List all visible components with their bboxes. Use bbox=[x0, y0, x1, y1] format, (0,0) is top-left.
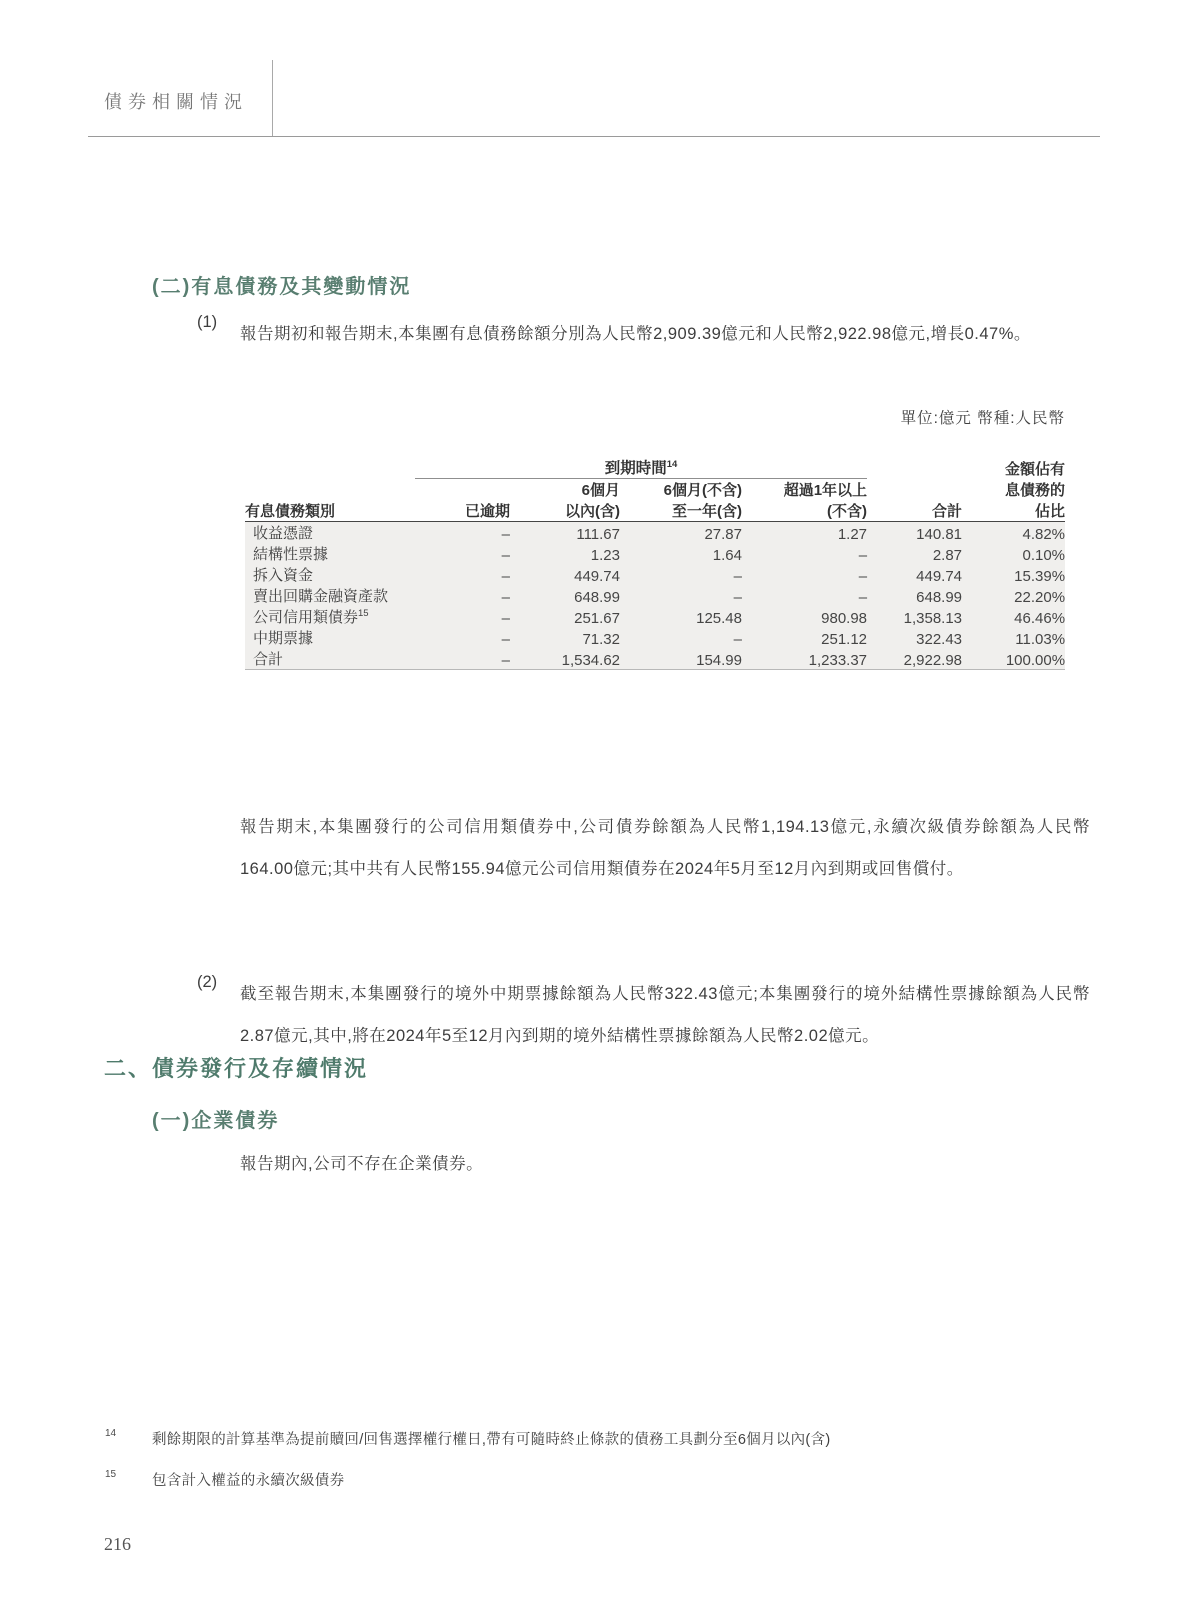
paragraph-corporate-bonds: 報告期內,公司不存在企業債券。 bbox=[240, 1155, 484, 1173]
cell-6m: 251.67 bbox=[574, 610, 620, 627]
cell-over1y: – bbox=[858, 568, 868, 585]
cell-6m-1y: 1.64 bbox=[712, 547, 742, 564]
cell-over1y: 1,233.37 bbox=[742, 648, 867, 670]
cell-6m-1y: – bbox=[733, 631, 742, 648]
cell-over1y: 251.12 bbox=[821, 631, 868, 648]
category-footnote-ref: 15 bbox=[358, 608, 369, 619]
cell-over1y: – bbox=[858, 589, 868, 606]
table-row bbox=[245, 606, 1065, 627]
maturity-footnote-ref: 14 bbox=[666, 458, 678, 470]
header-row-maturity-group bbox=[245, 456, 1065, 479]
paragraph-item-2: 截至報告期末,本集團發行的境外中期票據餘額為人民幣322.43億元;本集團發行的境外結構性票據餘額為人民幣2.87億元,其中,將在2024年5至12月內到期的境外結構性票據餘額為人民幣2.02億元。 bbox=[240, 985, 1090, 1045]
page-number: 216 bbox=[104, 1534, 131, 1554]
unit-currency-note: 單位:億元 幣種:人民幣 bbox=[900, 410, 1065, 427]
col-header-over1y-line1: 超過1年以上 bbox=[783, 482, 868, 499]
cell-overdue: – bbox=[501, 547, 510, 564]
cell-total: 648.99 bbox=[916, 589, 963, 606]
paragraph-after-table: 報告期末,本集團發行的公司信用類債券中,公司債券餘額為人民幣1,194.13億元,永續次級債券餘額為人民幣164.00億元;其中共有人民幣155.94億元公司信用類債券在2024年5月至12月內到期或回售償付。 bbox=[240, 818, 1090, 878]
cell-6m: 1,534.62 bbox=[510, 648, 620, 670]
cell-6m-1y: – bbox=[733, 589, 742, 606]
cell-category-label: 公司信用類債券 bbox=[253, 609, 359, 626]
table-row bbox=[245, 543, 1065, 564]
cell-over1y: 1.27 bbox=[742, 522, 867, 544]
col-header-pct-line2: 息債務的 bbox=[1005, 482, 1066, 499]
list-item-number-1: (1) bbox=[197, 313, 218, 331]
footnote-number: 14 bbox=[105, 1428, 117, 1439]
cell-category: 拆入資金 bbox=[253, 567, 314, 584]
header-divider-vertical bbox=[272, 60, 273, 137]
cell-category: 中期票據 bbox=[253, 630, 314, 647]
col-header-pct-line1: 金額佔有 bbox=[1005, 460, 1066, 478]
section-heading-interest-debt: (二)有息債務及其變動情況 bbox=[152, 276, 412, 298]
cell-pct: 46.46% bbox=[1014, 610, 1066, 627]
paragraph-item-1: 報告期初和報告期末,本集團有息債務餘額分別為人民幣2,909.39億元和人民幣2,922.98億元,增長0.47%。 bbox=[240, 325, 1031, 343]
cell-pct: 4.82% bbox=[962, 522, 1065, 544]
col-header-6m-1y-line2: 至一年(含) bbox=[672, 503, 742, 520]
cell-total: 2.87 bbox=[932, 547, 963, 564]
header-spacer bbox=[867, 479, 962, 501]
col-header-category: 有息債務類別 bbox=[245, 503, 336, 520]
header-spacer bbox=[415, 479, 510, 501]
header-row-2 bbox=[245, 479, 1065, 501]
cell-6m-1y: 125.48 bbox=[696, 610, 742, 627]
col-header-6m-line2: 以內(含) bbox=[565, 503, 620, 520]
cell-total: 2,922.98 bbox=[867, 648, 962, 670]
maturity-group-header bbox=[415, 456, 867, 479]
cell-category: 賣出回購金融資產款 bbox=[253, 588, 389, 605]
cell-pct: 100.00% bbox=[962, 648, 1065, 670]
footnote-number: 15 bbox=[105, 1469, 117, 1480]
cell-total: 449.74 bbox=[916, 568, 963, 585]
interest-debt-table bbox=[245, 456, 1065, 670]
table-row bbox=[245, 522, 1065, 544]
table-header bbox=[245, 456, 1065, 522]
col-header-over1y-line2: (不含) bbox=[827, 503, 868, 520]
cell-6m-1y: – bbox=[733, 568, 742, 585]
cell-category: 收益憑證 bbox=[245, 522, 415, 544]
table-row bbox=[245, 564, 1065, 585]
cell-pct: 22.20% bbox=[1014, 589, 1066, 606]
cell-total: 1,358.13 bbox=[903, 610, 963, 627]
col-header-total: 合計 bbox=[932, 503, 963, 520]
header-divider-horizontal bbox=[88, 136, 1100, 137]
footnote-text: 包含計入權益的永續次級債券 bbox=[152, 1473, 345, 1489]
cell-over1y: – bbox=[858, 547, 868, 564]
table-row bbox=[245, 585, 1065, 606]
cell-pct: 15.39% bbox=[1014, 568, 1066, 585]
cell-6m: 648.99 bbox=[574, 589, 620, 606]
col-header-pct-line3: 佔比 bbox=[1035, 503, 1066, 520]
section-heading-bond-issuance: 二、債券發行及存續情況 bbox=[104, 1056, 369, 1081]
cell-6m-1y: 27.87 bbox=[620, 522, 742, 544]
col-header-6m-1y-line1: 6個月(不含) bbox=[663, 482, 742, 499]
interest-debt-table-container bbox=[245, 456, 1065, 670]
doc-header-title: 債券相關情況 bbox=[104, 92, 248, 112]
sub-heading-corporate-bonds: (一)企業債券 bbox=[152, 1110, 280, 1132]
header-row-3 bbox=[245, 500, 1065, 522]
cell-6m-1y: 154.99 bbox=[620, 648, 742, 670]
header-spacer bbox=[245, 456, 415, 479]
col-header-6m-line1: 6個月 bbox=[581, 482, 620, 499]
cell-6m: 1.23 bbox=[590, 547, 620, 564]
cell-overdue: – bbox=[501, 631, 510, 648]
cell-total: 322.43 bbox=[916, 631, 963, 648]
cell-pct: 11.03% bbox=[1015, 631, 1066, 648]
cell-6m: 71.32 bbox=[582, 631, 620, 648]
table-row bbox=[245, 627, 1065, 648]
cell-6m: 449.74 bbox=[574, 568, 620, 585]
cell-overdue: – bbox=[415, 522, 510, 544]
cell-category: 合計 bbox=[245, 648, 415, 670]
header-spacer bbox=[245, 479, 415, 501]
cell-overdue: – bbox=[501, 589, 510, 606]
footnote-text: 剩餘期限的計算基準為提前贖回/回售選擇權行權日,帶有可隨時終止條款的債務工具劃分至6個月以內(含) bbox=[152, 1432, 831, 1448]
cell-overdue: – bbox=[501, 610, 510, 627]
cell-category: 結構性票據 bbox=[253, 546, 329, 563]
list-item-number-2: (2) bbox=[197, 973, 218, 991]
table-body bbox=[245, 522, 1065, 670]
cell-overdue: – bbox=[415, 648, 510, 670]
maturity-group-label: 到期時間 bbox=[604, 460, 667, 477]
cell-total: 140.81 bbox=[867, 522, 962, 544]
header-spacer bbox=[867, 456, 962, 479]
cell-category bbox=[245, 606, 415, 627]
cell-pct: 0.10% bbox=[1022, 547, 1066, 564]
table-row-total bbox=[245, 648, 1065, 670]
cell-over1y: 980.98 bbox=[821, 610, 868, 627]
col-header-overdue: 已逾期 bbox=[464, 503, 510, 520]
cell-6m: 111.67 bbox=[510, 522, 620, 544]
cell-overdue: – bbox=[501, 568, 510, 585]
